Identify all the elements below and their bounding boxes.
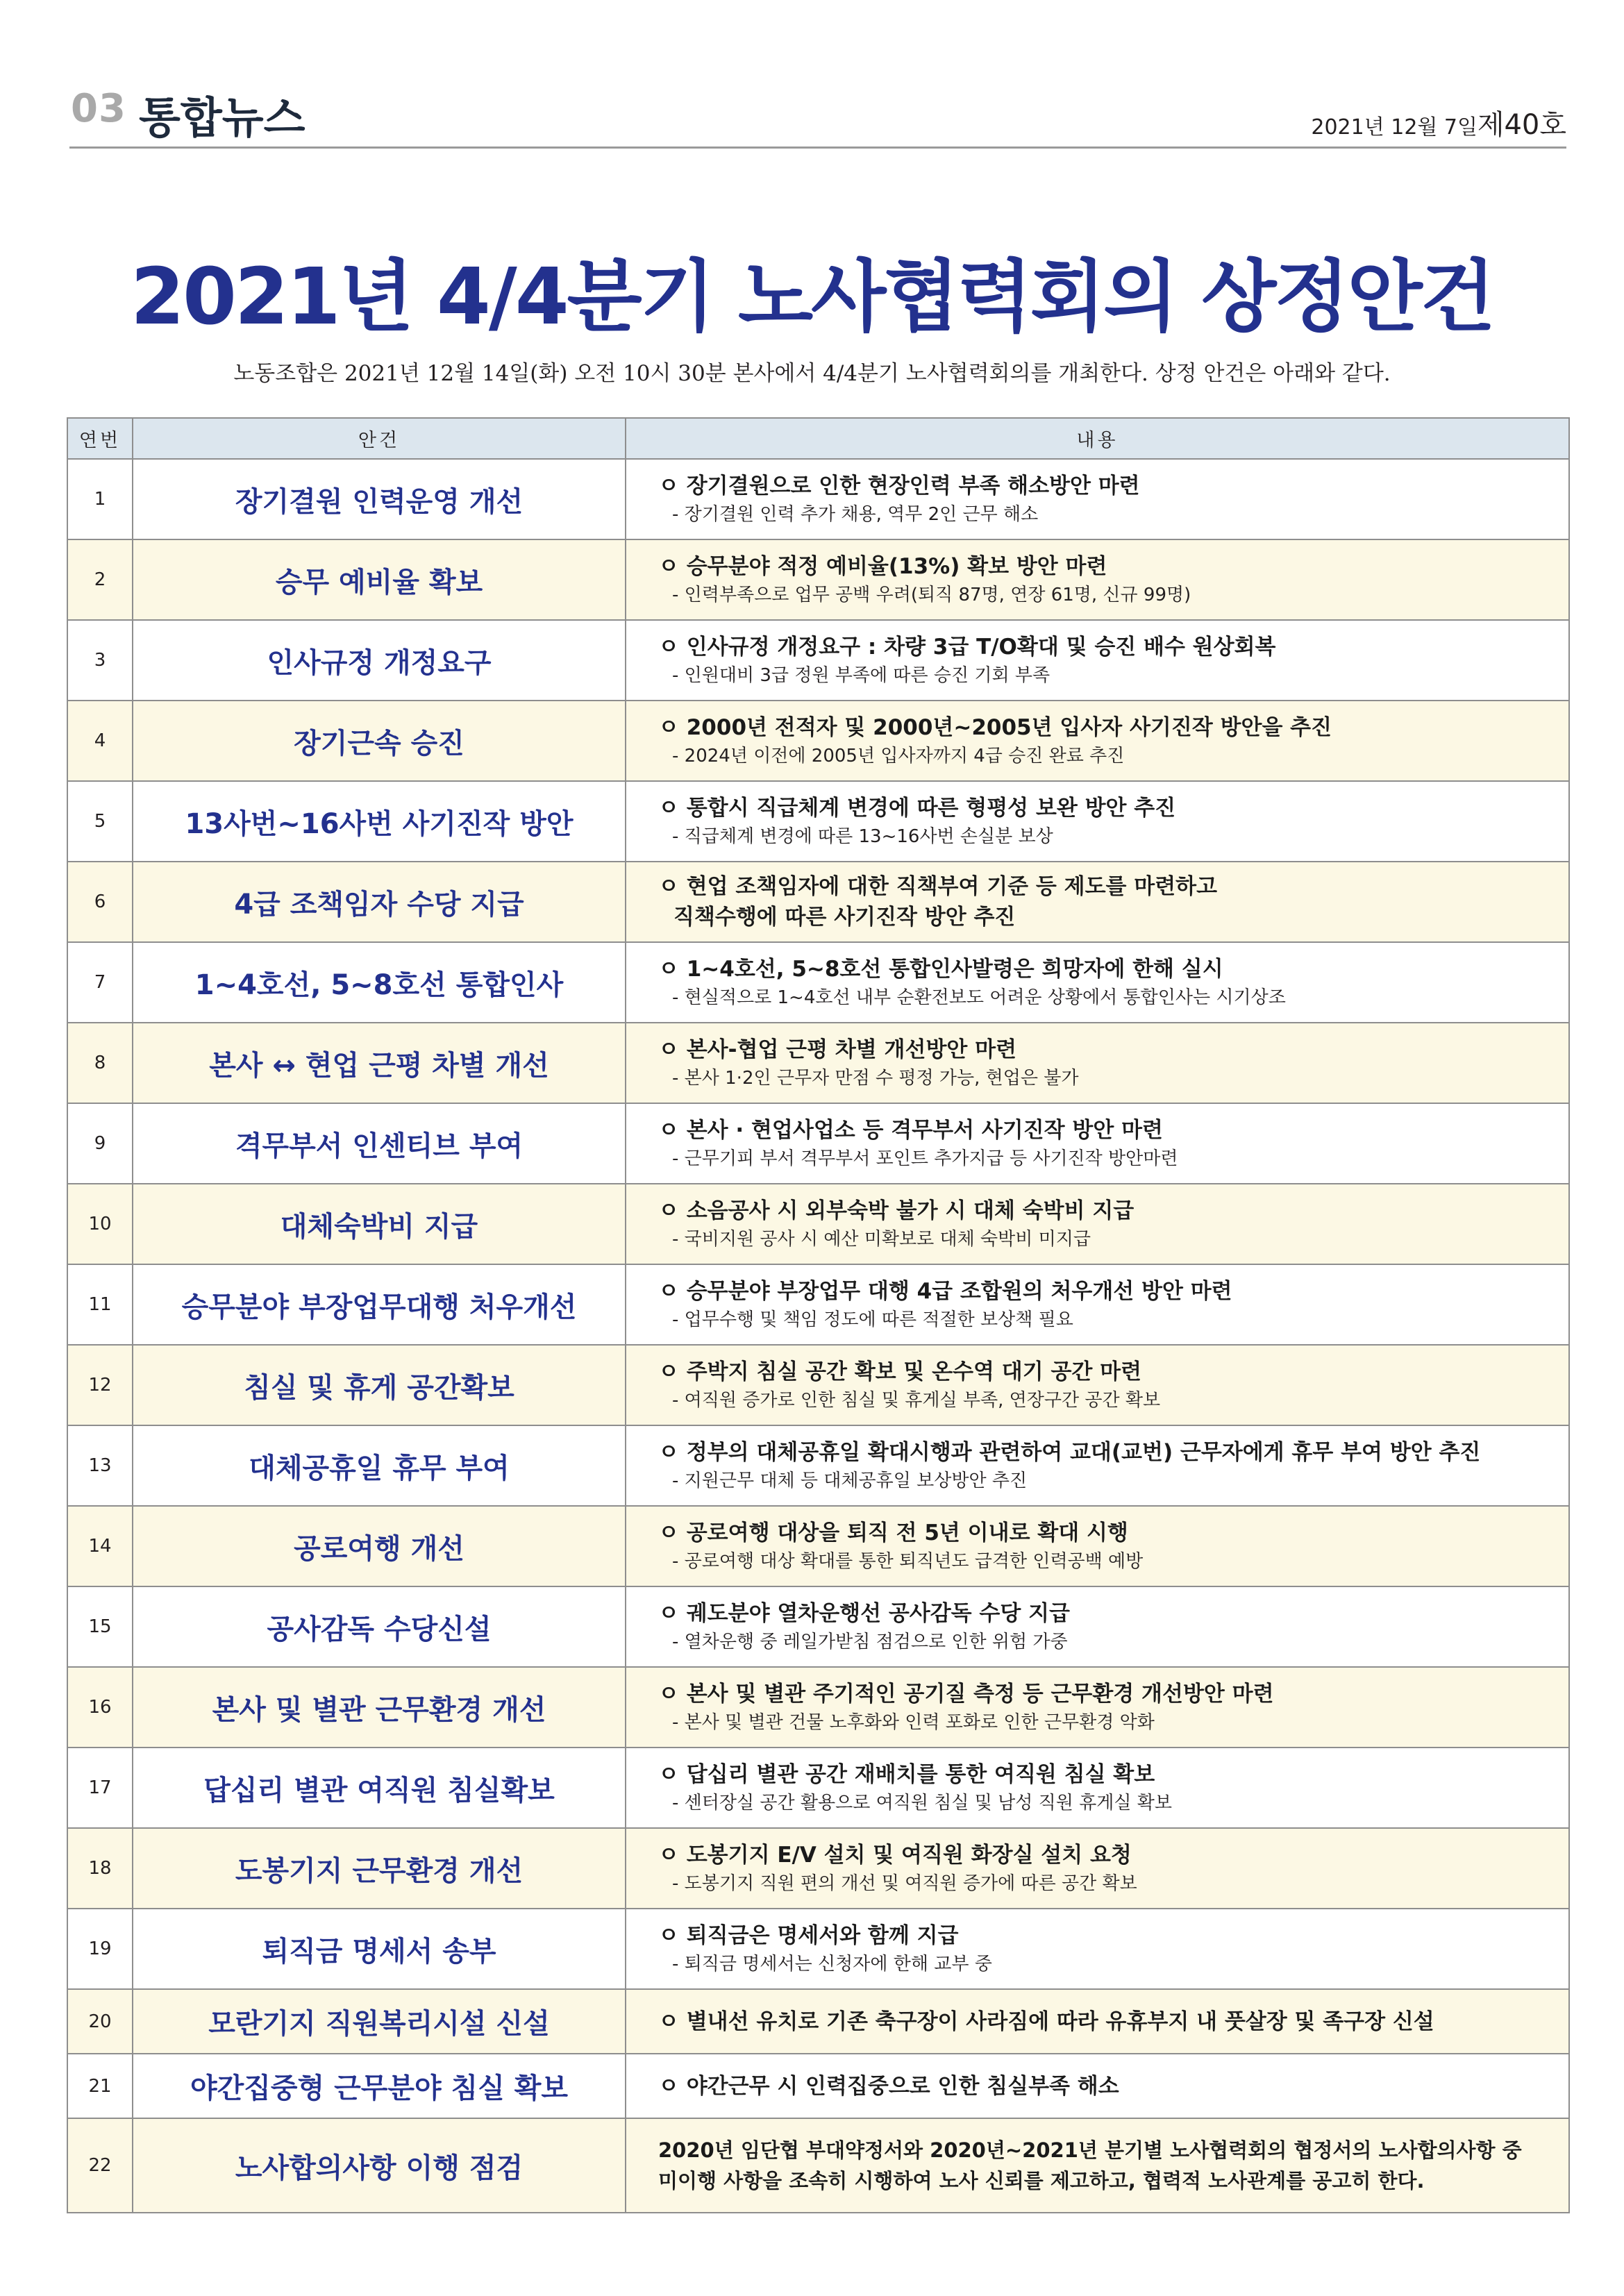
agenda-item: 장기결원 인력운영 개선	[133, 459, 626, 539]
agenda-content	[626, 942, 1569, 1023]
agenda-content	[626, 459, 1569, 539]
content-detail: - 직급체계 변경에 따른 13~16사번 손실분 보상	[672, 826, 1053, 847]
row-number: 7	[67, 942, 133, 1023]
row-number: 5	[67, 781, 133, 862]
content-bullet: ㅇ 궤도분야 열차운행선 공사감독 수당 지급	[658, 1601, 1070, 1626]
content-bullet: ㅇ 본사-협업 근평 차별 개선방안 마련	[658, 1037, 1017, 1062]
table-row	[67, 781, 1569, 862]
content-detail: - 여직원 증가로 인한 침실 및 휴게실 부족, 연장구간 공간 확보	[672, 1390, 1161, 1411]
agenda-content	[626, 1184, 1569, 1264]
agenda-content	[626, 1103, 1569, 1184]
agenda-content	[626, 1023, 1569, 1103]
lead-paragraph: 노동조합은 2021년 12월 14일(화) 오전 10시 30분 본사에서 4/4분기 노사협력회의를 개최한다. 상정 안건은 아래와 같다.	[233, 361, 1391, 386]
agenda-item: 야간집중형 근무분야 침실 확보	[133, 2054, 626, 2118]
content-bullet: ㅇ 인사규정 개정요구 : 차량 3급 T/O확대 및 승진 배수 원상회복	[658, 635, 1276, 660]
row-number: 13	[67, 1425, 133, 1506]
page-header	[69, 82, 1566, 151]
row-number: 19	[67, 1909, 133, 1989]
content-detail: - 인원대비 3급 정원 부족에 따른 승진 기회 부족	[672, 665, 1050, 686]
agenda-table	[67, 417, 1570, 2213]
agenda-item: 침실 및 휴게 공간확보	[133, 1345, 626, 1425]
content-detail: 직책수행에 따른 사기진작 방안 추진	[673, 905, 1016, 930]
row-number: 12	[67, 1345, 133, 1425]
agenda-content	[626, 1264, 1569, 1345]
page-title: 2021년 4/4분기 노사협력회의 상정안건	[131, 252, 1493, 342]
content-detail: 미이행 사항을 조속히 시행하여 노사 신뢰를 제고하고, 협력적 노사관계를 공고히 한다.	[658, 2169, 1425, 2193]
agenda-content	[626, 1667, 1569, 1748]
agenda-item: 승무 예비율 확보	[133, 539, 626, 620]
column-header-number: 연번	[67, 418, 133, 459]
agenda-content	[626, 1506, 1569, 1586]
content-bullet: ㅇ 통합시 직급체계 변경에 따른 형평성 보완 방안 추진	[658, 796, 1176, 821]
table-row	[67, 1103, 1569, 1184]
table-row	[67, 1425, 1569, 1506]
content-bullet: ㅇ 야간근무 시 인력집중으로 인한 침실부족 해소	[658, 2073, 1119, 2099]
agenda-content	[626, 620, 1569, 701]
row-number: 6	[67, 862, 133, 942]
agenda-item: 본사 ↔ 현업 근평 차별 개선	[133, 1023, 626, 1103]
content-detail: - 2024년 이전에 2005년 입사자까지 4급 승진 완료 추진	[672, 746, 1125, 766]
agenda-content	[626, 2118, 1569, 2213]
agenda-item: 공사감독 수당신설	[133, 1586, 626, 1667]
table-row	[67, 1023, 1569, 1103]
agenda-item: 인사규정 개정요구	[133, 620, 626, 701]
row-number: 9	[67, 1103, 133, 1184]
agenda-item: 도봉기지 근무환경 개선	[133, 1828, 626, 1909]
content-bullet: ㅇ 별내선 유치로 기존 축구장이 사라짐에 따라 유휴부지 내 풋살장 및 족구장 신설	[658, 2009, 1434, 2034]
agenda-item: 대체공휴일 휴무 부여	[133, 1425, 626, 1506]
content-bullet: ㅇ 1~4호선, 5~8호선 통합인사발령은 희망자에 한해 실시	[658, 957, 1223, 982]
content-bullet: ㅇ 승무분야 부장업무 대행 4급 조합원의 처우개선 방안 마련	[658, 1279, 1232, 1304]
agenda-content	[626, 862, 1569, 942]
content-detail: - 지원근무 대체 등 대체공휴일 보상방안 추진	[672, 1470, 1028, 1491]
table-row	[67, 1989, 1569, 2054]
agenda-content	[626, 2054, 1569, 2118]
content-detail: - 장기결원 인력 추가 채용, 역무 2인 근무 해소	[672, 504, 1039, 525]
agenda-content	[626, 1828, 1569, 1909]
agenda-item: 승무분야 부장업무대행 처우개선	[133, 1264, 626, 1345]
row-number: 2	[67, 539, 133, 620]
row-number: 22	[67, 2118, 133, 2213]
row-number: 11	[67, 1264, 133, 1345]
content-bullet: ㅇ 현업 조책임자에 대한 직책부여 기준 등 제도를 마련하고	[658, 874, 1218, 899]
content-detail: - 공로여행 대상 확대를 통한 퇴직년도 급격한 인력공백 예방	[672, 1551, 1144, 1572]
content-bullet: ㅇ 퇴직금은 명세서와 함께 지급	[658, 1923, 959, 1948]
row-number: 8	[67, 1023, 133, 1103]
agenda-item: 공로여행 개선	[133, 1506, 626, 1586]
agenda-item: 1~4호선, 5~8호선 통합인사	[133, 942, 626, 1023]
agenda-item: 모란기지 직원복리시설 신설	[133, 1989, 626, 2054]
table-row	[67, 2118, 1569, 2213]
row-number: 16	[67, 1667, 133, 1748]
content-bullet: ㅇ 본사 및 별관 주기적인 공기질 측정 등 근무환경 개선방안 마련	[658, 1682, 1274, 1707]
row-number: 4	[67, 701, 133, 781]
content-detail: - 국비지원 공사 시 예산 미확보로 대체 숙박비 미지급	[672, 1229, 1091, 1250]
content-detail: - 업무수행 및 책임 정도에 따른 적절한 보상책 필요	[672, 1309, 1073, 1330]
content-bullet: ㅇ 2000년 전적자 및 2000년~2005년 입사자 사기진작 방안을 추진	[658, 715, 1332, 740]
content-bullet: ㅇ 본사 · 현업사업소 등 격무부서 사기진작 방안 마련	[658, 1118, 1163, 1143]
table-row	[67, 2054, 1569, 2118]
table-row	[67, 701, 1569, 781]
content-detail: - 인력부족으로 업무 공백 우려(퇴직 87명, 연장 61명, 신규 99명)	[672, 585, 1191, 605]
table-row	[67, 620, 1569, 701]
row-number: 1	[67, 459, 133, 539]
agenda-item: 답십리 별관 여직원 침실확보	[133, 1748, 626, 1828]
table-row	[67, 1264, 1569, 1345]
row-number: 3	[67, 620, 133, 701]
content-detail: - 본사 1·2인 근무자 만점 수 평정 가능, 현업은 불가	[672, 1068, 1079, 1089]
row-number: 17	[67, 1748, 133, 1828]
table-row	[67, 1586, 1569, 1667]
content-detail: - 현실적으로 1~4호선 내부 순환전보도 어려운 상황에서 통합인사는 시기상조	[672, 987, 1286, 1008]
table-header-row	[67, 418, 1569, 459]
table-row	[67, 539, 1569, 620]
agenda-item: 대체숙박비 지급	[133, 1184, 626, 1264]
agenda-content	[626, 1345, 1569, 1425]
table-row	[67, 459, 1569, 539]
content-bullet: ㅇ 도봉기지 E/V 설치 및 여직원 화장실 설치 요청	[658, 1843, 1132, 1868]
agenda-content	[626, 1586, 1569, 1667]
row-number: 20	[67, 1989, 133, 2054]
content-detail: - 본사 및 별관 건물 노후화와 인력 포화로 인한 근무환경 악화	[672, 1712, 1155, 1733]
column-header-content: 내용	[626, 418, 1569, 459]
content-bullet: ㅇ 장기결원으로 인한 현장인력 부족 해소방안 마련	[658, 474, 1140, 498]
content-detail: - 도봉기지 직원 편의 개선 및 여직원 증가에 따른 공간 확보	[672, 1873, 1137, 1894]
content-detail: - 센터장실 공간 활용으로 여직원 침실 및 남성 직원 휴게실 확보	[672, 1793, 1172, 1813]
row-number: 10	[67, 1184, 133, 1264]
table-row	[67, 1667, 1569, 1748]
content-detail: - 열차운행 중 레일가받침 점검으로 인한 위험 가중	[672, 1632, 1068, 1652]
row-number: 14	[67, 1506, 133, 1586]
section-number: 03	[71, 86, 126, 131]
table-row	[67, 862, 1569, 942]
agenda-content	[626, 781, 1569, 862]
agenda-content	[626, 1989, 1569, 2054]
content-bullet: ㅇ 주박지 침실 공간 확보 및 온수역 대기 공간 마련	[658, 1359, 1142, 1384]
issue-date: 2021년 12월 7일	[1311, 115, 1477, 140]
content-bullet: ㅇ 정부의 대체공휴일 확대시행과 관련하여 교대(교번) 근무자에게 휴무 부여 방안 추진	[658, 1440, 1481, 1465]
table-row	[67, 1828, 1569, 1909]
content-bullet: ㅇ 공로여행 대상을 퇴직 전 5년 이내로 확대 시행	[658, 1520, 1128, 1545]
column-header-item: 안건	[133, 418, 626, 459]
row-number: 21	[67, 2054, 133, 2118]
content-bullet: ㅇ 답십리 별관 공간 재배치를 통한 여직원 침실 확보	[658, 1762, 1155, 1787]
issue-number: 제40호	[1477, 109, 1566, 141]
agenda-item: 격무부서 인센티브 부여	[133, 1103, 626, 1184]
table-row	[67, 1345, 1569, 1425]
table-row	[67, 1748, 1569, 1828]
table-row	[67, 942, 1569, 1023]
row-number: 18	[67, 1828, 133, 1909]
table-row	[67, 1184, 1569, 1264]
content-bullet: 2020년 임단협 부대약정서와 2020년~2021년 분기별 노사협력회의 협정서의 노사합의사항 중	[658, 2138, 1522, 2162]
section-title: 통합뉴스	[139, 92, 305, 143]
agenda-item: 13사번~16사번 사기진작 방안	[133, 781, 626, 862]
agenda-item: 본사 및 별관 근무환경 개선	[133, 1667, 626, 1748]
agenda-content	[626, 1748, 1569, 1828]
row-number: 15	[67, 1586, 133, 1667]
table-row	[67, 1909, 1569, 1989]
agenda-item: 장기근속 승진	[133, 701, 626, 781]
agenda-content	[626, 539, 1569, 620]
content-detail: - 퇴직금 명세서는 신청자에 한해 교부 중	[672, 1954, 992, 1975]
content-bullet: ㅇ 승무분야 적정 예비율(13%) 확보 방안 마련	[658, 554, 1107, 579]
agenda-content	[626, 1425, 1569, 1506]
agenda-item: 퇴직금 명세서 송부	[133, 1909, 626, 1989]
content-detail: - 근무기피 부서 격무부서 포인트 추가지급 등 사기진작 방안마련	[672, 1148, 1178, 1169]
agenda-content	[626, 1909, 1569, 1989]
agenda-content	[626, 701, 1569, 781]
table-row	[67, 1506, 1569, 1586]
agenda-item: 노사합의사항 이행 점검	[133, 2118, 626, 2213]
agenda-item: 4급 조책임자 수당 지급	[133, 862, 626, 942]
content-bullet: ㅇ 소음공사 시 외부숙박 불가 시 대체 숙박비 지급	[658, 1198, 1135, 1223]
header-divider	[69, 146, 1566, 149]
